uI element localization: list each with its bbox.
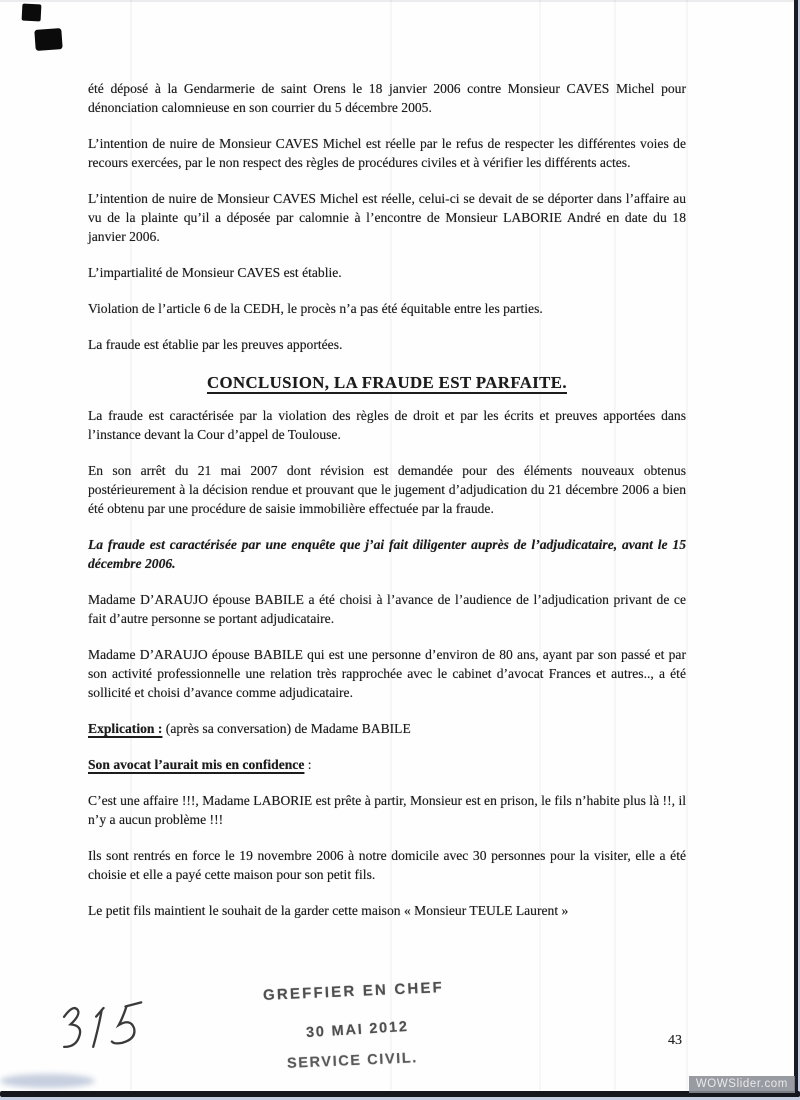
scan-smudge — [0, 1074, 95, 1088]
avocat-label: Son avocat l’aurait mis en confidence — [88, 757, 305, 772]
scan-edge-right — [794, 0, 798, 1095]
section-heading: CONCLUSION, LA FRAUDE EST PARFAITE. — [207, 373, 567, 392]
paragraph: Le petit fils maintient le souhait de la garder cette maison « Monsieur TEULE Laurent » — [88, 903, 569, 918]
handwritten-number — [53, 997, 157, 1062]
scan-streak — [686, 0, 688, 1090]
handwriting-strokes — [53, 997, 157, 1062]
paragraph: L’impartialité de Monsieur CAVES est établie. — [88, 265, 342, 280]
document-body — [88, 79, 686, 937]
avocat-colon: : — [304, 757, 312, 772]
stamp-service-line: SERVICE CIVIL. — [286, 1050, 419, 1072]
paragraph-avocat — [88, 755, 686, 774]
stamp-greffier-line: GREFFIER EN CHEF — [262, 979, 445, 1004]
paragraph: La fraude est caractérisée par la violation des règles de droit et par les écrits et preuves apportées dans l’instance devant la Cour d’appel de Toulouse. — [88, 408, 686, 442]
paragraph: Madame D’ARAUJO épouse BABILE qui est une personne d’environ de 80 ans, ayant par son passé et par son activité professionnelle une relation très rapprochée avec le cabinet d’avocat Frances et autres.., a été sollicité et choisi d’avance comme adjudicataire. — [88, 647, 686, 700]
paragraph: C’est une affaire !!!, Madame LABORIE est prête à partir, Monsieur est en prison, le fils n’habite plus là !!, il n’y a aucun problème !!! — [88, 793, 686, 827]
paragraph: Violation de l’article 6 de la CEDH, le procès n’a pas été équitable entre les parties. — [88, 301, 543, 316]
paragraph: La fraude est établie par les preuves apportées. — [88, 337, 343, 352]
paragraph: En son arrêt du 21 mai 2007 dont révision est demandée pour des éléments nouveaux obtenus postérieurement à la décision rendue et prouvant que le jugement d’adjudication du 21 décembre 2006 a bien été obtenu par une procédure de saisie immobilière effectuée par la fraude. — [88, 463, 686, 516]
scan-mark — [34, 28, 62, 51]
explication-label: Explication : — [88, 721, 163, 736]
scan-mark — [22, 4, 42, 22]
paragraph: L’intention de nuire de Monsieur CAVES Michel est réelle, celui-ci se devait de se déporter dans l’affaire au vu de la plainte qu’il a déposée par calomnie à l’encontre de Monsieur LABORIE André en date du 18 janvier 2006. — [88, 191, 686, 244]
scan-edge-top — [0, 0, 800, 2]
paragraph-emphasis: La fraude est caractérisée par une enquête que j’ai fait diligenter auprès de l’adjudicataire, avant le 15 décembre 2006. — [88, 537, 686, 571]
paragraph: Madame D’ARAUJO épouse BABILE a été choisi à l’avance de l’audience de l’adjudication privant de ce fait d’autre personne se portant adjudicataire. — [88, 592, 686, 626]
paragraph: L’intention de nuire de Monsieur CAVES Michel est réelle par le refus de respecter les différentes voies de recours exercées, par le non respect des règles de procédures civiles et à vérifier les différents actes. — [88, 136, 686, 170]
explication-text: (après sa conversation) de Madame BABILE — [162, 721, 411, 736]
wowslider-watermark-link[interactable]: WOWSlider.com — [689, 1076, 795, 1093]
stamp-date-line: 30 MAI 2012 — [305, 1018, 410, 1042]
page-number: 43 — [668, 1033, 682, 1048]
paragraph-explication — [88, 719, 686, 738]
paragraph: Ils sont rentrés en force le 19 novembre 2006 à notre domicile avec 30 personnes pour la visiter, elle a été choisie et elle a payé cette maison pour son petit fils. — [88, 848, 686, 882]
paragraph: été déposé à la Gendarmerie de saint Orens le 18 janvier 2006 contre Monsieur CAVES Michel pour dénonciation calomnieuse en son courrier du 5 décembre 2005. — [88, 81, 686, 115]
